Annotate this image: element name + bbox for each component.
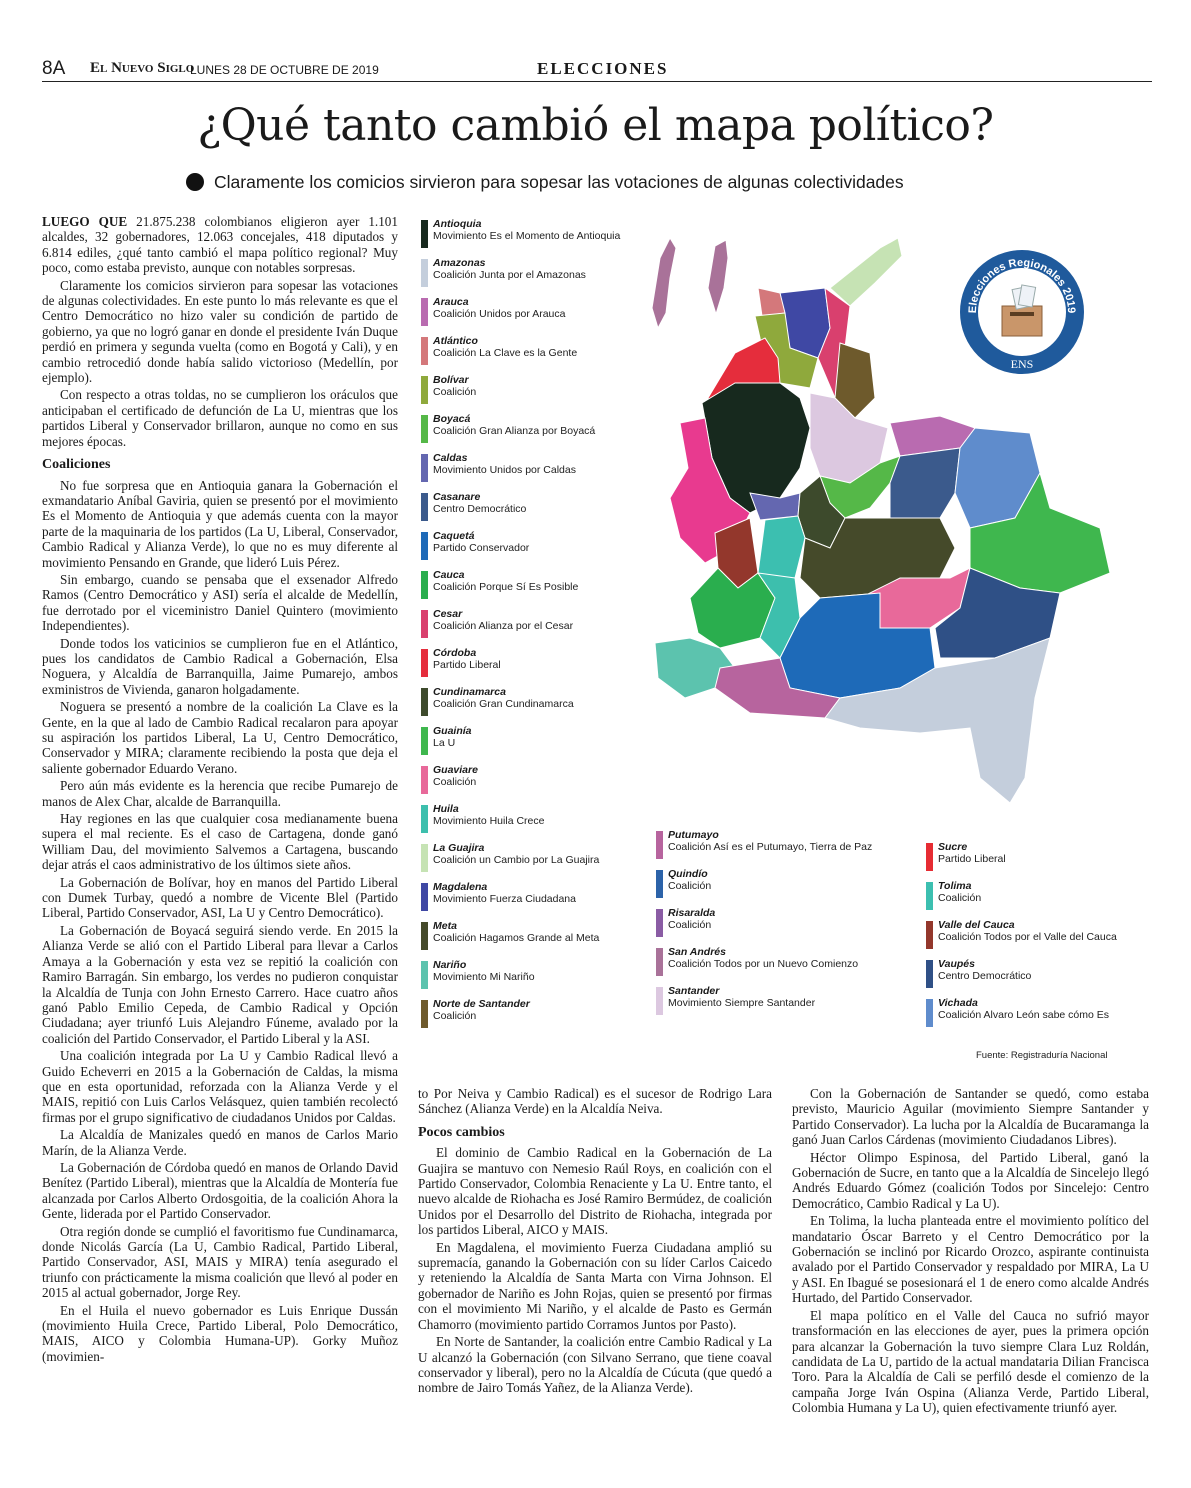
legend-region-name: Amazonas [433, 257, 486, 269]
legend-swatch [656, 831, 663, 859]
legend-swatch [421, 493, 428, 521]
legend-region-name: Magdalena [433, 881, 488, 893]
region-atlantico [758, 288, 785, 316]
legend-winner: Coalición [433, 1010, 477, 1022]
page-header [42, 58, 1152, 82]
region-caldas [750, 493, 800, 520]
paragraph: No fue sorpresa que en Antioquia ganara la Gobernación el exmandatario Aníbal Gaviria, quien se presentó por el movimiento Es el Momento de Antioquia y que además cuenta con la mayor parte de la maquinaria de los partidos (La U, Liberal, Conservador, Cambio Radical y Alianza Verde), lo que no es muy diferente al movimiento Pensando en Grande, que lideró Luis Pérez. [42, 477, 398, 570]
bullet-icon [186, 173, 204, 191]
legend-item [421, 491, 621, 530]
legend-winner: Coalición Todos por un Nuevo Comienzo [668, 958, 859, 970]
legend-swatch [421, 376, 428, 404]
legend-item [421, 920, 621, 959]
legend-item [421, 959, 621, 998]
paragraph: Otra región donde se cumplió el favoritismo fue Cundinamarca, donde Nicolás García (La U, Cambio Radical, Partido Liberal, Partido Conservador, ASI, MAIS y MIRA) tenía asegurado el triunfo con prácticamente la misma coalición que llevó al poder en 2015 al actual gobernador, Jorge Rey. [42, 1223, 398, 1301]
legend-region-name: Boyacá [433, 413, 471, 425]
paragraph: Con respecto a otras toldas, no se cumplieron los oráculos que anticipaban el certificado de defunción de La U, mientras que los partidos Liberal y Conservador brillaron, aunque no como en sus mejores épocas. [42, 387, 398, 449]
legend-region-name: Valle del Cauca [938, 919, 1015, 931]
legend-item [926, 841, 1146, 880]
legend-winner: Coalición Todos por el Valle del Cauca [938, 931, 1117, 943]
legend-item [926, 880, 1146, 919]
article-column-2 [418, 1086, 772, 1398]
legend-item [421, 803, 621, 842]
legend-winner: La U [433, 737, 456, 749]
legend-winner: Coalición Alianza por el Cesar [433, 620, 574, 632]
legend-item [421, 881, 621, 920]
legend-region-name: Putumayo [668, 829, 719, 841]
legend-winner: Partido Liberal [938, 853, 1006, 865]
legend-swatch [421, 961, 428, 989]
legend-region-name: Tolima [938, 880, 972, 892]
legend-item [421, 647, 621, 686]
issue-date: LUNES 28 DE OCTUBRE DE 2019 [190, 63, 379, 77]
legend-item [421, 686, 621, 725]
legend-region-name: Arauca [433, 296, 469, 308]
legend-region-name: Casanare [433, 491, 481, 503]
legend-region-name: Córdoba [433, 647, 477, 659]
legend-region-name: Risaralda [668, 907, 716, 919]
legend-region-name: Sucre [938, 841, 968, 853]
subhead-pocos-cambios: Pocos cambios [418, 1124, 505, 1140]
legend-winner: Movimiento Fuerza Ciudadana [433, 893, 576, 905]
paragraph: En Norte de Santander, la coalición entre Cambio Radical y La U alcanzó la Gobernación (con Silvano Serrano, que tiene coaval conservador y liberal), pero no la Alcaldía de Cúcuta (que quedó a nombre de Jairo Tomás Yañez, de la Alianza Verde). [418, 1334, 772, 1396]
legend-item [656, 907, 876, 946]
paragraph: En Tolima, la lucha planteada entre el movimiento político del mandatario Óscar Barreto y el Centro Democrático por la Gobernación se inclinó por Ricardo Orozco, aspirante continuista avalado por el Partido Conservador y respaldado por MIRA, La U y ASI. En Ibagué se posesionará el 1 de enero como alcalde Andrés Hurtado, del Partido Conservador. [792, 1213, 1149, 1306]
legend-column-2 [656, 829, 876, 1024]
section-name: ELECCIONES [537, 59, 669, 78]
legend-swatch [421, 688, 428, 716]
legend-winner: Coalición Así es el Putumayo, Tierra de Paz [668, 841, 873, 853]
legend-region-name: Cesar [433, 608, 463, 620]
paragraph: La Gobernación de Bolívar, hoy en manos del Partido Liberal con Dumek Turbay, quedó a nombre de Vicente Blel (Partido Liberal, Partido Conservador, ASI, La U y Centro Democrático). [42, 874, 398, 921]
article-column-1 [42, 214, 398, 1366]
paragraph: Hay regiones en las que cualquier cosa medianamente buena supera el mal reciente. Es el caso de Cartagena, donde ganó William Dau, del movimiento Salvemos a Cartagena, buscando dejar atrás el caos administrativo de los últimos siete años. [42, 811, 398, 873]
legend-winner: Coalición [433, 386, 477, 398]
legend-swatch [421, 415, 428, 443]
legend-winner: Coalición un Cambio por La Guajira [433, 854, 600, 866]
paragraph: Noguera se presentó a nombre de la coalición La Clave es la Gente, en la que al lado de Cambio Radical recalaron para apoyar su aspiración los partidos Liberal, La U, Centro Democrático, Conservador y MIRA; claramente recibiendo la posta que deja el saliente gobernador Eduardo Verano. [42, 699, 398, 776]
region-san-andres [652, 238, 676, 328]
elections-badge [958, 248, 1086, 376]
legend-region-name: Atlántico [433, 335, 478, 347]
legend-region-name: Guainía [433, 725, 472, 737]
legend-region-name: Nariño [433, 959, 467, 971]
legend-item [421, 335, 621, 374]
ballot-box-icon [1002, 306, 1042, 336]
legend-item [421, 842, 621, 881]
legend-winner: Coalición Junta por el Amazonas [433, 269, 586, 281]
paragraph: to Por Neiva y Cambio Radical) es el sucesor de Rodrigo Lara Sánchez (Alianza Verde) en la Alcaldía Neiva. [418, 1086, 772, 1117]
legend-region-name: Guaviare [433, 764, 478, 776]
source-note: Fuente: Registraduría Nacional [976, 1050, 1108, 1061]
paragraph: La Gobernación de Córdoba quedó en manos de Orlando David Benítez (Partido Liberal), mientras que la Alcaldía de Montería fue alcanzada por Carlos Alberto Ordosgoitia, de la coalición Ahora la Gente, liderada por el Partido Conservador. [42, 1159, 398, 1222]
legend-swatch [421, 220, 428, 248]
legend-swatch [926, 960, 933, 988]
legend-winner: Coalición Porque Sí Es Posible [433, 581, 579, 593]
legend-winner: Partido Conservador [433, 542, 530, 554]
legend-item [926, 997, 1146, 1036]
legend-winner: Coalición [668, 919, 712, 931]
subheadline-text: Claramente los comicios sirvieron para sopesar las votaciones de algunas colectividades [214, 172, 904, 192]
legend-winner: Coalición Alvaro León sabe cómo Es [938, 1009, 1110, 1021]
lead-paragraph [42, 214, 398, 276]
legend-item [421, 218, 621, 257]
legend-item [421, 452, 621, 491]
legend-region-name: Caldas [433, 452, 468, 464]
legend-region-name: Vaupés [938, 958, 975, 970]
legend-region-name: Cauca [433, 569, 465, 581]
legend-region-name: Quindío [668, 868, 708, 880]
paragraph: 21.875.238 colombianos eligieron ayer 1.101 alcaldes, 32 gobernadores, 12.063 concejales, 418 diputados y 6.814 ediles, ¿qué tanto cambió el mapa político regional? Muy poco, como estaba previsto, aunque con notables sorpresas. [42, 214, 398, 276]
badge-bottom-text: ENS [1010, 357, 1034, 371]
legend-swatch [421, 649, 428, 677]
legend-winner: Movimiento Huila Crece [433, 815, 545, 827]
legend-winner: Centro Democrático [433, 503, 527, 515]
legend-swatch [421, 727, 428, 755]
legend-item [926, 919, 1146, 958]
paragraph: El mapa político en el Valle del Cauca no sufrió mayor transformación en las elecciones de ayer, pues la primera opción para alcanzar la Gobernación la tuvo siempre Clara Luz Roldán, candidata de La U, partido de la actual mandataria Dilian Francisca Toro. Para la Alcaldía de Cali se perfiló desde el comienzo de la campaña Jorge Iván Ospina (Alianza Verde, Partido Liberal, Colombia Humana y La U), quien efectivamente triunfó ayer. [792, 1307, 1149, 1416]
legend-winner: Coalición Gran Alianza por Boyacá [433, 425, 596, 437]
paragraph: Pero aún más evidente es la herencia que recibe Pumarejo de manos de Alex Char, alcalde de Barranquilla. [42, 778, 398, 809]
legend-item [421, 257, 621, 296]
paragraph: Claramente los comicios sirvieron para sopesar las votaciones de algunas colectividades. En este punto lo más relevante es que el Centro Democrático no hizo valer su condición de partido de gobierno, ya que no logró ganar en donde el presidente Iván Duque perdió en primera y segunda vuelta (como en Bogotá y Cali), y en cambio retrocedió donde había salido victorioso (Medellín, por ejemplo). [42, 277, 398, 386]
legend-swatch [656, 948, 663, 976]
legend-region-name: Caquetá [433, 530, 475, 542]
header-rule [42, 81, 1152, 82]
legend-column-1 [421, 218, 621, 1037]
legend-item [656, 868, 876, 907]
legend-winner: Coalición [433, 776, 477, 788]
legend-swatch [656, 870, 663, 898]
legend-region-name: Meta [433, 920, 457, 932]
legend-item [656, 985, 876, 1024]
legend-item [421, 374, 621, 413]
page-number: 8A [42, 58, 66, 79]
legend-item [421, 530, 621, 569]
legend-item [656, 946, 876, 985]
legend-region-name: Huila [433, 803, 459, 815]
legend-swatch [926, 843, 933, 871]
paragraph: La Alcaldía de Manizales quedó en manos de Carlos Mario Marín, de la Alianza Verde. [42, 1127, 398, 1158]
legend-swatch [656, 987, 663, 1015]
subhead-coaliciones: Coaliciones [42, 457, 111, 473]
legend-item [421, 296, 621, 335]
legend-item [421, 764, 621, 803]
paragraph: Héctor Olimpo Espinosa, del Partido Liberal, ganó la Gobernación de Sucre, en tanto que a la Alcaldía de Sincelejo llegó Andrés Eduardo Gómez (coalición Todos por Sincelejo: Centro Democrático, Cambio Radical y La U). [792, 1149, 1149, 1211]
legend-column-3 [926, 841, 1146, 1036]
legend-region-name: Cundinamarca [433, 686, 506, 698]
legend-item [421, 998, 621, 1037]
legend-region-name: Vichada [938, 997, 978, 1009]
legend-winner: Partido Liberal [433, 659, 501, 671]
legend-winner: Movimiento Unidos por Caldas [433, 464, 576, 476]
legend-swatch [926, 999, 933, 1027]
legend-swatch [926, 882, 933, 910]
newspaper-name: El Nuevo Siglo [90, 60, 195, 76]
legend-winner: Movimiento Es el Momento de Antioquia [433, 230, 621, 242]
legend-region-name: Santander [668, 985, 720, 997]
legend-swatch [421, 532, 428, 560]
legend-swatch [421, 766, 428, 794]
paragraph: Una coalición integrada por La U y Cambio Radical llevó a Guido Echeverri en 2015 a la Gobernación de Caldas, la misma que en esta oportunidad, reforzada con la Alianza Verde y el MAIS, repitió con Luis Carlos Velásquez, quien también recolectó firmas por el grupo significativo de ciudadanos Unidos por Caldas. [42, 1048, 398, 1125]
legend-swatch [421, 571, 428, 599]
paragraph: Donde todos los vaticinios se cumplieron fue en el Atlántico, pues los candidatos de Cambio Radical a Gobernación, Elsa Noguera, y Alcaldía de Barranquilla, Jaime Pumarejo, ambos exministros de Vivienda, ganaron holgadamente. [42, 635, 398, 697]
legend-swatch [421, 1000, 428, 1028]
subheadline [186, 172, 1086, 193]
region-la-guajira [830, 238, 902, 306]
legend-winner: Coalición [668, 880, 712, 892]
legend-swatch [421, 610, 428, 638]
legend-winner: Movimiento Mi Nariño [433, 971, 535, 983]
legend-winner: Movimiento Siempre Santander [668, 997, 816, 1009]
legend-swatch [421, 454, 428, 482]
legend-winner: Coalición Hagamos Grande al Meta [433, 932, 600, 944]
legend-item [421, 608, 621, 647]
legend-region-name: Bolívar [433, 374, 469, 386]
legend-swatch [656, 909, 663, 937]
legend-region-name: La Guajira [433, 842, 485, 854]
legend-region-name: San Andrés [668, 946, 726, 958]
region-santander-island [708, 240, 728, 314]
paragraph: En Magdalena, el movimiento Fuerza Ciudadana amplió su supremacía, ganando la Gobernación con su líder Carlos Caicedo y reteniendo la Alcaldía de Santa Marta con Virna Johnson. El gobernador de Nariño es John Rojas, quien se presentó por firmas con el movimiento Mi Nariño, y el alcalde de Pasto es Germán Chamorro (movimiento partido Corramos Juntos por Pasto). [418, 1239, 772, 1332]
legend-item [656, 829, 876, 868]
legend-swatch [421, 844, 428, 872]
legend-swatch [421, 805, 428, 833]
article-column-3 [792, 1086, 1149, 1418]
legend-swatch [421, 922, 428, 950]
legend-swatch [421, 883, 428, 911]
legend-winner: Coalición [938, 892, 982, 904]
paragraph: En el Huila el nuevo gobernador es Luis Enrique Dussán (movimiento Huila Crece, Partido Liberal, Polo Democrático, MAIS, AICO y Colombia Humana-UP). Gorky Muñoz (movimien- [42, 1302, 398, 1364]
legend-winner: Centro Democrático [938, 970, 1032, 982]
legend-swatch [421, 259, 428, 287]
legend-item [421, 413, 621, 452]
legend-winner: Coalición Unidos por Arauca [433, 308, 566, 320]
paragraph: Sin embargo, cuando se pensaba que el exsenador Alfredo Ramos (Centro Democrático y ASI) sería el alcalde de Medellín, fue derrotado por el viceministro Daniel Quintero (movimiento Independientes). [42, 571, 398, 634]
paragraph: La Gobernación de Boyacá seguirá siendo verde. En 2015 la Alianza Verde se alió con el Partido Liberal para llevar a Carlos Amaya a la Gobernación y esta vez se repitió la coalición con Ramiro Barragán. Sin embargo, los verdes no pudieron conquistar la Alcaldía de Tunja con John Ernesto Carrero. Hace cuatro años ganó Pablo Emilio Cepeda, de Cambio Radical y Opción Ciudadana; ayer triunfó Luis Alejandro Fúneme, avalado por la coalición del Partido Conservador, el Partido Liberal y la ASI. [42, 922, 398, 1046]
legend-item [421, 725, 621, 764]
legend-region-name: Antioquia [433, 218, 482, 230]
badge-top-text: Elecciones Regionales 2019 [966, 256, 1078, 314]
region-casanare [890, 448, 960, 518]
paragraph: El dominio de Cambio Radical en la Gobernación de La Guajira se mantuvo con Nemesio Raúl Roys, en coalición con el Partido Conservador, Colombia Renaciente y La U. Entre tanto, el nuevo alcalde de Riohacha es José Ramiro Bermúdez, de coalición Unidos por el Desarrollo del Distrito de Riohacha, integrada por los partidos Liberal, AICO y MAIS. [418, 1145, 772, 1238]
legend-swatch [926, 921, 933, 949]
legend-swatch [421, 337, 428, 365]
legend-winner: Coalición La Clave es la Gente [433, 347, 578, 359]
lead-strong: LUEGO QUE [42, 214, 128, 229]
legend-region-name: Norte de Santander [433, 998, 530, 1010]
legend-winner: Coalición Gran Cundinamarca [433, 698, 574, 710]
paragraph: Con la Gobernación de Santander se quedó, como estaba previsto, Mauricio Aguilar (movimiento Siempre Santander y Partido Conservador). La lucha por la Alcaldía de Bucaramanga la ganó Juan Carlos Cárdenas (movimiento Ciudadanos Libres). [792, 1086, 1149, 1148]
legend-item [926, 958, 1146, 997]
legend-item [421, 569, 621, 608]
legend-swatch [421, 298, 428, 326]
headline: ¿Qué tanto cambió el mapa político? [197, 100, 994, 151]
